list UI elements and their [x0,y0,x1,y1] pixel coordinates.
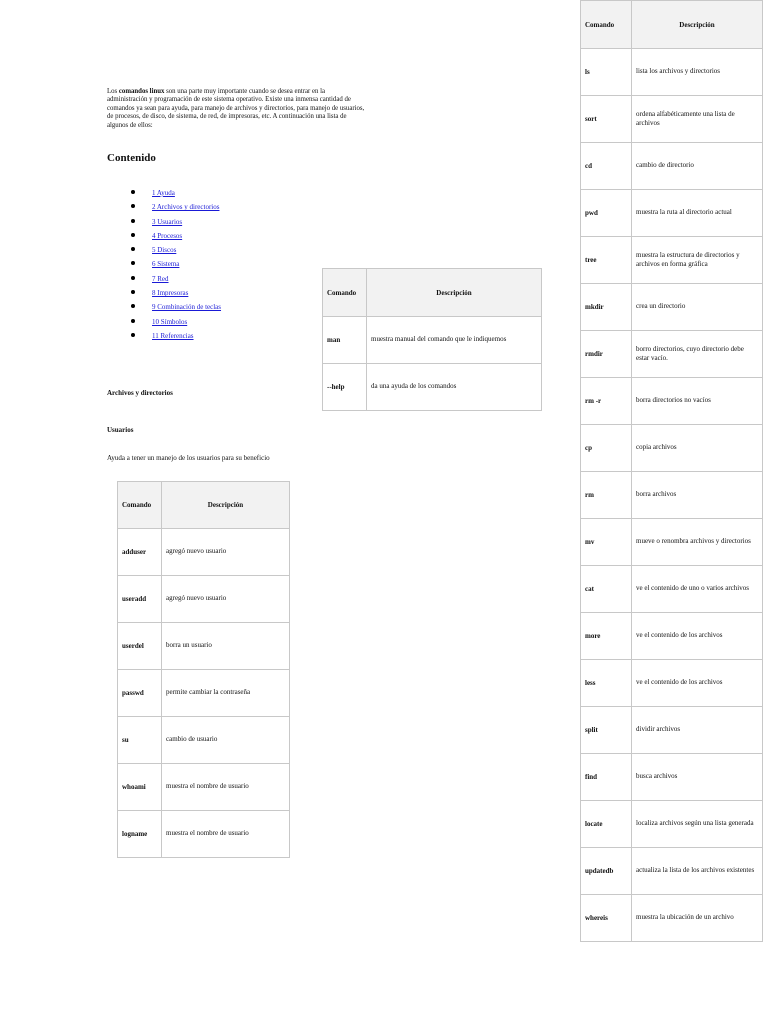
description-cell: muestra el nombre de usuario [162,811,290,858]
command-cell: rm -r [581,378,632,425]
description-cell: dividir archivos [632,707,763,754]
table-row [581,707,763,754]
toc-link[interactable]: 11 Referencias [152,331,194,340]
table-row [581,472,763,519]
description-cell: borra directorios no vacíos [632,378,763,425]
toc-item [131,286,221,300]
description-cell: busca archivos [632,754,763,801]
column-header-description: Descripción [632,1,763,49]
bullet-icon [131,190,135,194]
bullet-icon [131,247,135,251]
description-cell: lista los archivos y directorios [632,49,763,96]
description-cell: borra archivos [632,472,763,519]
description-cell: borro directorios, cuyo directorio debe estar vacío. [632,331,763,378]
toc-item [131,315,221,329]
description-cell: agregó nuevo usuario [162,576,290,623]
command-cell: useradd [118,576,162,623]
command-cell: man [323,317,367,364]
description-cell: muestra el nombre de usuario [162,764,290,811]
table-row [323,317,542,364]
toc-link[interactable]: 8 Impresoras [152,289,189,298]
table-row [581,801,763,848]
command-cell: mkdir [581,284,632,331]
column-header-description: Descripción [162,482,290,529]
toc-title: Contenido [107,152,156,164]
command-cell: rmdir [581,331,632,378]
bullet-icon [131,333,135,337]
command-cell: ls [581,49,632,96]
usuarios-description: Ayuda a tener un manejo de los usuarios para su beneficio [107,454,270,462]
toc-item [131,229,221,243]
table-row [118,764,290,811]
command-cell: --help [323,364,367,411]
command-cell: find [581,754,632,801]
table-row [581,848,763,895]
toc-item [131,243,221,257]
section-title-usuarios: Usuarios [107,426,134,434]
table-row [323,364,542,411]
table-row [581,378,763,425]
toc-link[interactable]: 6 Sistema [152,260,180,269]
command-cell: more [581,613,632,660]
command-cell: rm [581,472,632,519]
table-header-row [118,482,290,529]
intro-paragraph [107,88,367,130]
table-row [118,529,290,576]
column-header-description: Descripción [367,269,542,317]
bullet-icon [131,233,135,237]
bullet-icon [131,261,135,265]
description-cell: permite cambiar la contraseña [162,670,290,717]
intro-text-pre: Los [107,88,119,95]
intro-text-post: son una parte muy importante cuando se desea entrar en la administración y programación de este sistema operativo. Existe una inmensa cantidad de comandos ya sean para ayuda, para manejo de archivos y directorios, para manejo de usuarios, de procesos, de disco, de sistema, de red, de impresoras, etc. A continuación una lista de algunos de ellos: [107,88,365,129]
description-cell: mueve o renombra archivos y directorios [632,519,763,566]
toc-link[interactable]: 7 Red [152,274,169,283]
ayuda-table [322,268,542,411]
column-header-command: Comando [118,482,162,529]
command-cell: adduser [118,529,162,576]
description-cell: borra un usuario [162,623,290,670]
table-row [581,519,763,566]
table-row [581,660,763,707]
toc-item [131,300,221,314]
table-row [581,754,763,801]
toc-item [131,329,221,343]
toc-item [131,257,221,271]
bullet-icon [131,319,135,323]
toc-item [131,200,221,214]
table-row [118,811,290,858]
command-cell: whoami [118,764,162,811]
table-row [581,284,763,331]
column-header-command: Comando [323,269,367,317]
command-cell: tree [581,237,632,284]
description-cell: agregó nuevo usuario [162,529,290,576]
description-cell: cambio de directorio [632,143,763,190]
table-row [118,623,290,670]
table-row [581,566,763,613]
section-title-archivos: Archivos y directorios [107,389,173,397]
table-row [581,895,763,942]
toc-item [131,272,221,286]
usuarios-table [117,481,290,858]
description-cell: muestra la ruta al directorio actual [632,190,763,237]
description-cell: copia archivos [632,425,763,472]
table-row [581,331,763,378]
toc-link[interactable]: 2 Archivos y directorios [152,203,220,212]
table-header-row [323,269,542,317]
description-cell: cambio de usuario [162,717,290,764]
command-cell: locate [581,801,632,848]
description-cell: ve el contenido de los archivos [632,613,763,660]
toc-link[interactable]: 9 Combinación de teclas [152,303,222,312]
command-cell: less [581,660,632,707]
description-cell: crea un directorio [632,284,763,331]
bullet-icon [131,304,135,308]
command-cell: logname [118,811,162,858]
table-row [118,576,290,623]
bullet-icon [131,204,135,208]
toc-item [131,215,221,229]
description-cell: ve el contenido de los archivos [632,660,763,707]
table-row [581,49,763,96]
table-header-row [581,1,763,49]
description-cell: ve el contenido de uno o varios archivos [632,566,763,613]
table-row [581,425,763,472]
toc-item [131,186,221,200]
command-cell: cd [581,143,632,190]
command-cell: whereis [581,895,632,942]
toc-link[interactable]: 3 Usuarios [152,217,183,226]
toc-list [131,186,221,343]
archivos-table [580,0,763,942]
toc-link[interactable]: 5 Discos [152,246,177,255]
column-header-command: Comando [581,1,632,49]
description-cell: muestra la estructura de directorios y archivos en forma gráfica [632,237,763,284]
command-cell: cat [581,566,632,613]
command-cell: sort [581,96,632,143]
table-row [581,237,763,284]
table-row [581,190,763,237]
command-cell: su [118,717,162,764]
description-cell: muestra la ubicación de un archivo [632,895,763,942]
command-cell: updatedb [581,848,632,895]
command-cell: cp [581,425,632,472]
description-cell: muestra manual del comando que le indiquemos [367,317,542,364]
command-cell: split [581,707,632,754]
description-cell: localiza archivos según una lista generada [632,801,763,848]
table-row [118,670,290,717]
description-cell: da una ayuda de los comandos [367,364,542,411]
command-cell: mv [581,519,632,566]
bullet-icon [131,276,135,280]
table-row [118,717,290,764]
toc-link[interactable]: 4 Procesos [152,231,183,240]
command-cell: pwd [581,190,632,237]
table-row [581,143,763,190]
table-row [581,96,763,143]
intro-text-bold: comandos linux [118,88,165,95]
description-cell: ordena alfabéticamente una lista de archivos [632,96,763,143]
toc-link[interactable]: 10 Símbolos [152,317,188,326]
bullet-icon [131,219,135,223]
bullet-icon [131,290,135,294]
table-row [581,613,763,660]
command-cell: userdel [118,623,162,670]
command-cell: passwd [118,670,162,717]
description-cell: actualiza la lista de los archivos existentes [632,848,763,895]
toc-link[interactable]: 1 Ayuda [152,189,175,197]
